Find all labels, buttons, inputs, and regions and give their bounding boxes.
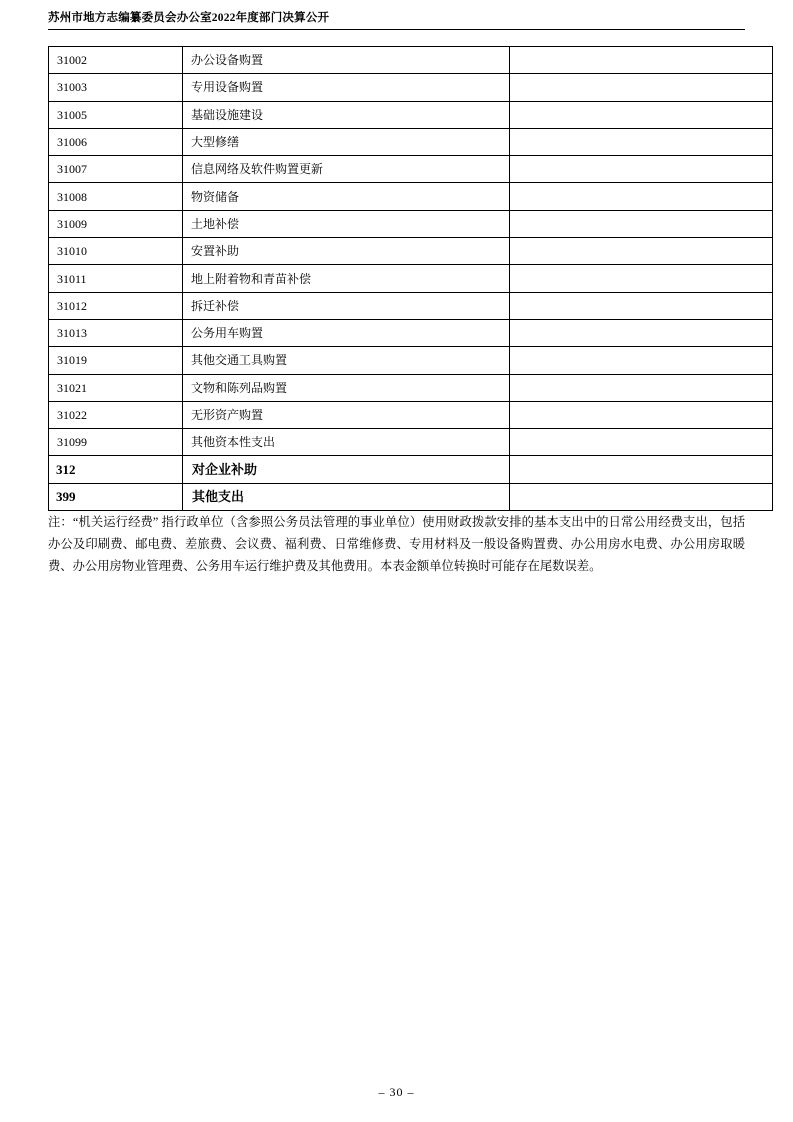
row-code: 312 [49,456,183,483]
table-row [49,401,773,428]
row-value [510,156,773,183]
table-row [49,210,773,237]
table-row [49,319,773,346]
table-body [49,47,773,511]
table-row [49,292,773,319]
table-row [49,374,773,401]
row-name: 对企业补助 [183,456,510,483]
row-name: 土地补偿 [183,210,510,237]
row-value [510,292,773,319]
table-row [49,128,773,155]
row-value [510,429,773,456]
row-name: 无形资产购置 [183,401,510,428]
table-row [49,347,773,374]
row-code: 399 [49,483,183,510]
footnote-text: 注：“机关运行经费” 指行政单位（含参照公务员法管理的事业单位）使用财政拨款安排的基本支出中的日常公用经费支出，包括办公及印刷费、邮电费、差旅费、会议费、福利费、日常维修费、专用材料及一般设备购置费、办公用房水电费、办公用房取暖费、办公用房物业管理费、公务用车运行维护费及其他费用。本表金额单位转换时可能存在尾数误差。 [48,515,745,573]
row-name: 办公设备购置 [183,47,510,74]
row-code: 31007 [49,156,183,183]
row-name: 信息网络及软件购置更新 [183,156,510,183]
row-code: 31003 [49,74,183,101]
table-row [49,456,773,483]
row-name: 拆迁补偿 [183,292,510,319]
table-row [49,47,773,74]
row-value [510,183,773,210]
row-value [510,347,773,374]
row-value [510,101,773,128]
row-code: 31013 [49,319,183,346]
row-value [510,401,773,428]
row-value [510,456,773,483]
table-row [49,265,773,292]
table-footnote [48,511,745,577]
row-code: 31019 [49,347,183,374]
row-value [510,265,773,292]
table-row [49,483,773,510]
row-name: 专用设备购置 [183,74,510,101]
table-row [49,156,773,183]
row-name: 其他支出 [183,483,510,510]
table-row [49,429,773,456]
budget-expenditure-table [48,46,773,511]
row-value [510,238,773,265]
row-value [510,319,773,346]
table-row [49,183,773,210]
row-name: 地上附着物和青苗补偿 [183,265,510,292]
table-row [49,101,773,128]
row-name: 物资储备 [183,183,510,210]
page-number: – 30 – [378,1085,415,1099]
row-value [510,210,773,237]
row-name: 大型修缮 [183,128,510,155]
row-code: 31022 [49,401,183,428]
header-divider [48,29,745,30]
row-code: 31009 [49,210,183,237]
row-code: 31006 [49,128,183,155]
row-name: 公务用车购置 [183,319,510,346]
row-name: 其他交通工具购置 [183,347,510,374]
row-name: 安置补助 [183,238,510,265]
table-row [49,74,773,101]
row-name: 其他资本性支出 [183,429,510,456]
row-value [510,483,773,510]
row-code: 31012 [49,292,183,319]
row-name: 文物和陈列品购置 [183,374,510,401]
row-code: 31021 [49,374,183,401]
row-code: 31002 [49,47,183,74]
row-value [510,128,773,155]
table-row [49,238,773,265]
row-value [510,374,773,401]
row-value [510,47,773,74]
row-code: 31008 [49,183,183,210]
row-code: 31011 [49,265,183,292]
row-code: 31010 [49,238,183,265]
row-code: 31099 [49,429,183,456]
page-header-title: 苏州市地方志编纂委员会办公室2022年度部门决算公开 [48,12,330,24]
row-name: 基础设施建设 [183,101,510,128]
row-value [510,74,773,101]
row-code: 31005 [49,101,183,128]
